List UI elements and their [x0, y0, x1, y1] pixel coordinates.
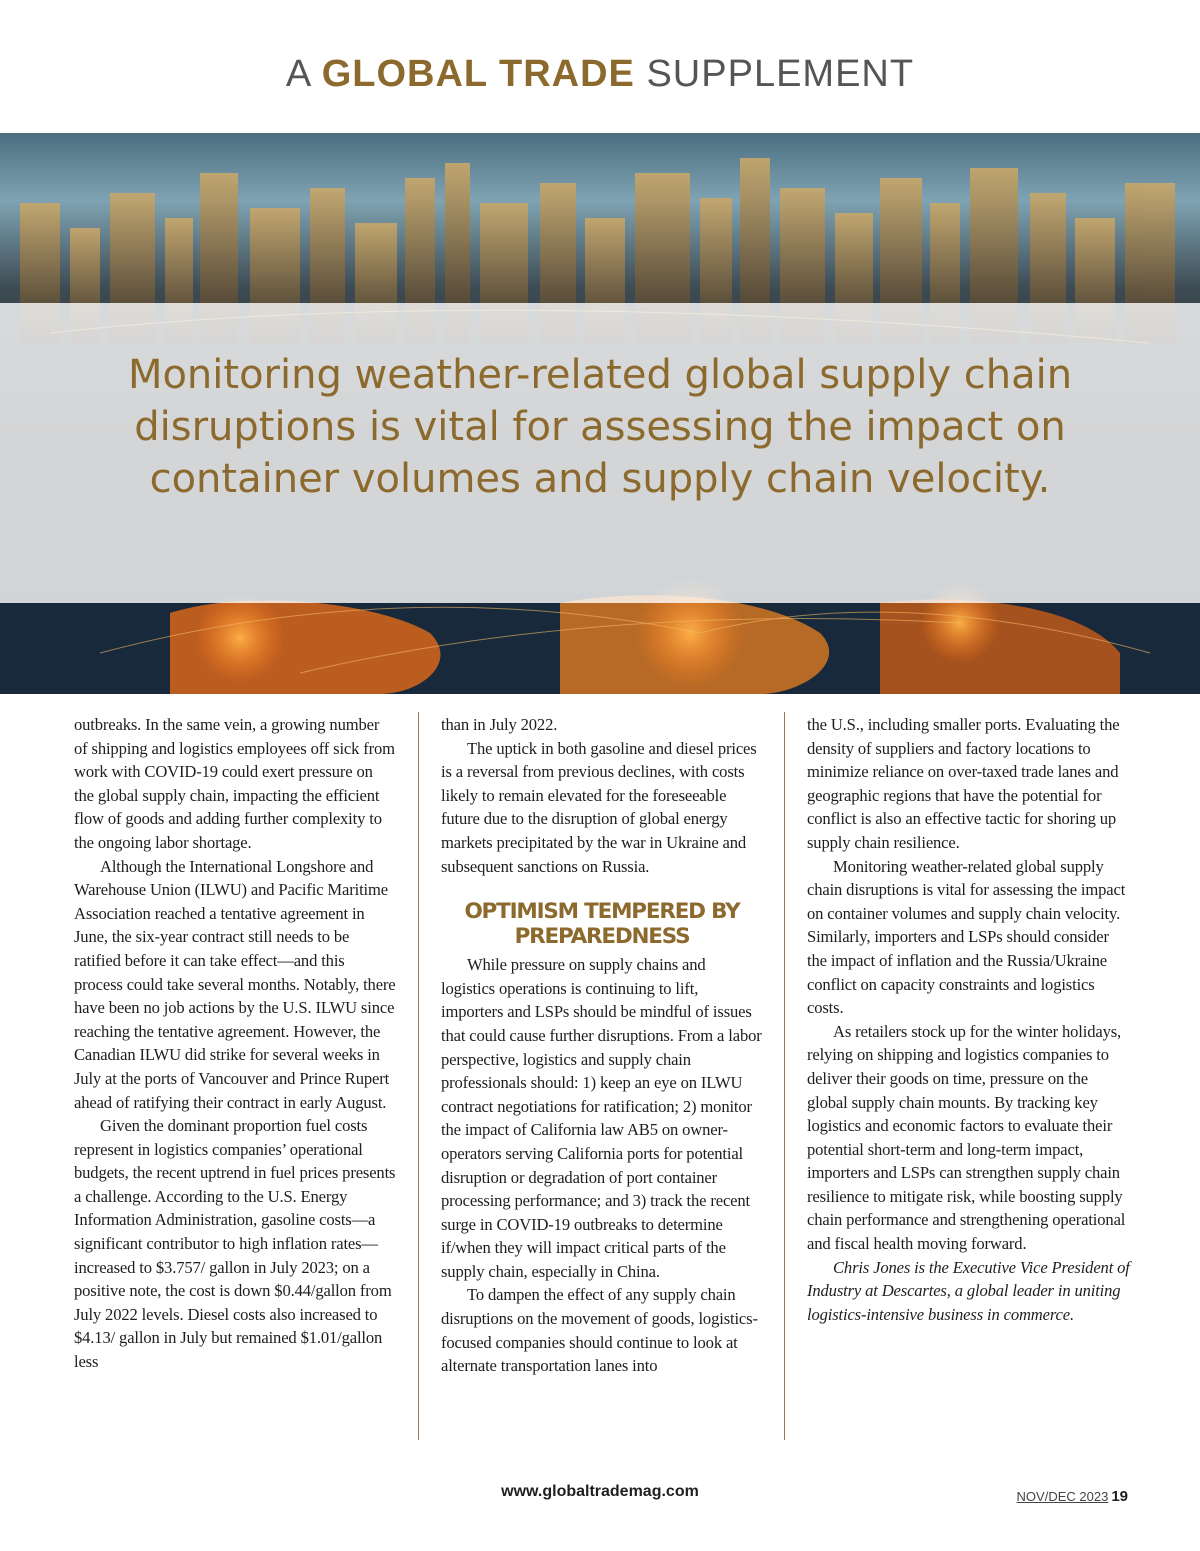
article-paragraph: Given the dominant proportion fuel costs represent in logistics companies’ operational budgets, the recent uptrend in fuel prices presents a challenge. According to the U.S. Energy Information Administration, gasoline costs—a significant contributor to high inflation rates—increased to $3.757/ gallon in July 2023; on a positive note, the cost is down $0.44/gallon from July 2022 levels. Diesel costs also increased to $4.13/ gallon in July but remained $1.01/gallon less [74, 1116, 396, 1372]
issue-date: NOV/DEC 2023 [1016, 1489, 1109, 1504]
article-paragraph: Monitoring weather-related global supply chain disruptions is vital for assessing the impact on container volumes and supply chain velocity. Similarly, importers and LSPs should consider the impact of inflation and the Russia/Ukraine conflict on capacity constraints and logistics costs. [807, 856, 1126, 1018]
article-paragraph: The uptick in both gasoline and diesel prices is a reversal from previous declines, with costs likely to remain elevated for the foreseeable future due to the disruption of global energy markets precipitated by the war in Ukraine and subsequent sanctions on Russia. [441, 738, 757, 876]
pull-quote: Monitoring weather-related global supply chain disruptions is vital for assessing the impact on container volumes and supply chain velocity. [127, 352, 1073, 502]
article-paragraph: Although the International Longshore and Warehouse Union (ILWU) and Pacific Maritime Association reached a tentative agreement in June, the six-year contract still needs to be ratified before it can take effect—and this process could take several months. Notably, there have been no job actions by the U.S. ILWU since reaching the tentative agreement. However, the Canadian ILWU did strike for several weeks in July at the ports of Vancouver and Prince Rupert ahead of ratifying their contract in early August. [74, 856, 396, 1112]
header-prefix: A [285, 53, 322, 95]
footer-website-link[interactable]: www.globaltrademag.com [501, 1483, 699, 1500]
article-paragraph: outbreaks. In the same vein, a growing number of shipping and logistics employees off sick from work with COVID-19 could exert pressure on the global supply chain, impacting the efficient flow of goods and adding further complexity to the ongoing labor shortage. [74, 715, 395, 852]
article-column-1 [74, 713, 396, 1374]
article-paragraph: than in July 2022. [441, 715, 558, 734]
article-paragraph: To dampen the effect of any supply chain disruptions on the movement of goods, logistics-focused companies should continue to look at alternate transportation lanes into [441, 1285, 758, 1376]
article-column-3 [807, 713, 1131, 1326]
article-paragraph: While pressure on supply chains and logistics operations is continuing to lift, importers and LSPs should be mindful of issues that could cause further disruptions. From a labor perspective, logistics and supply chain professionals should: 1) keep an eye on ILWU contract negotiations for ratification; 2) monitor the impact of California law AB5 on owner-operators serving California ports for potential disruption or degradation of port container processing performance; and 3) track the recent surge in COVID-19 outbreaks to determine if/when they will impact critical parts of the supply chain, especially in China. [441, 955, 762, 1281]
column-divider [784, 712, 785, 1440]
header-suffix: SUPPLEMENT [634, 53, 915, 95]
section-subhead: OPTIMISM TEMPERED BY PREPAREDNESS [464, 899, 740, 950]
supplement-header [0, 48, 1200, 100]
hero-image [0, 133, 1200, 694]
article-paragraph: the U.S., including smaller ports. Evaluating the density of suppliers and factory locations to minimize reliance on over-taxed trade lanes and geographic regions that have the potential for conflict is also an effective tactic for shoring up supply chain resilience. [807, 715, 1120, 852]
author-bio: Chris Jones is the Executive Vice President of Industry at Descartes, a global leader in uniting logistics-intensive business in commerce. [807, 1257, 1130, 1324]
header-accent: GLOBAL TRADE [321, 53, 635, 95]
article-column-2 [441, 713, 763, 1378]
column-divider [418, 712, 419, 1440]
article-paragraph: As retailers stock up for the winter holidays, relying on shipping and logistics companies to deliver their goods on time, pressure on the global supply chain mounts. By tracking key logistics and economic factors to evaluate their potential short-term and long-term impact, importers and LSPs can strengthen supply chain resilience to mitigate risk, while boosting supply chain performance and strengthening operational and fiscal health moving forward. [807, 1021, 1126, 1254]
footer-issue-info [1017, 1488, 1128, 1505]
page-number: 19 [1111, 1488, 1128, 1505]
